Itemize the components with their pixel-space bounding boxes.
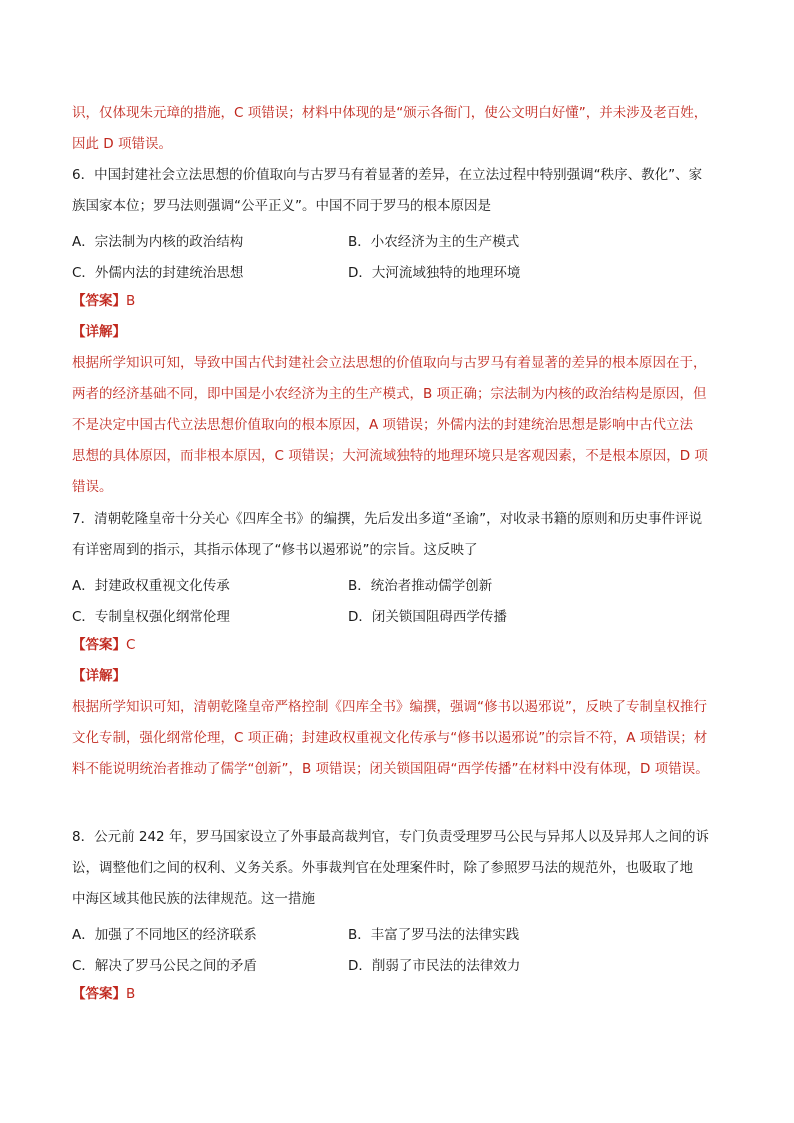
option-d: D．削弱了市民法的法律效力 <box>348 958 521 974</box>
answer-tag: 【答案】 <box>72 986 126 1002</box>
question-8-stem: 8．公元前 242 年，罗马国家设立了外事最高裁判官，专门负责受理罗马公民与异邦人以及异邦人之间的诉 <box>72 829 709 845</box>
question-8-stem: 讼，调整他们之间的权利、义务关系。外事裁判官在处理案件时，除了参照罗马法的规范外，也吸取了地 <box>72 860 693 876</box>
option-b: B．小农经济为主的生产模式 <box>348 234 520 250</box>
analysis-line: 因此 D 项错误。 <box>72 136 172 152</box>
question-6-stem: 族国家本位；罗马法则强调“公平正义”。中国不同于罗马的根本原因是 <box>72 198 491 214</box>
question-7-stem: 7．清朝乾隆皇帝十分关心《四库全书》的编撰，先后发出多道“圣谕”，对收录书籍的原则和历史事件评说 <box>72 511 703 527</box>
answer-value: B <box>126 986 136 1002</box>
option-b: B．丰富了罗马法的法律实践 <box>348 927 520 943</box>
answer-tag: 【答案】 <box>72 293 126 309</box>
answer-label <box>72 637 135 654</box>
detail-label: 【详解】 <box>72 324 126 340</box>
answer-tag: 【答案】 <box>72 637 126 653</box>
option-c: C．专制皇权强化纲常伦理 <box>72 609 230 625</box>
question-6-stem: 6．中国封建社会立法思想的价值取向与古罗马有着显著的差异，在立法过程中特别强调“秩序、教化”、家 <box>72 167 703 183</box>
question-8-stem: 中海区域其他民族的法律规范。这一措施 <box>72 891 315 907</box>
detail-line: 不是决定中国古代立法思想价值取向的根本原因，A 项错误；外儒内法的封建统治思想是影响中古代立法 <box>72 417 694 433</box>
option-a: A．封建政权重视文化传承 <box>72 578 230 594</box>
analysis-line: 识，仅体现朱元璋的措施，C 项错误；材料中体现的是“颁示各衙门，使公文明白好懂”，并未涉及老百姓， <box>72 105 708 121</box>
answer-value: C <box>126 637 136 653</box>
answer-label <box>72 986 135 1003</box>
answer-label <box>72 293 135 310</box>
option-a: A．加强了不同地区的经济联系 <box>72 927 257 943</box>
option-c: C．解决了罗马公民之间的矛盾 <box>72 958 257 974</box>
detail-line: 思想的具体原因，而非根本原因，C 项错误；大河流域独特的地理环境只是客观因素，不是根本原因，D 项 <box>72 448 708 464</box>
option-a: A．宗法制为内核的政治结构 <box>72 234 244 250</box>
detail-line: 根据所学知识可知，导致中国古代封建社会立法思想的价值取向与古罗马有着显著的差异的根本原因在于， <box>72 355 707 371</box>
answer-value: B <box>126 293 136 309</box>
option-d: D．闭关锁国阻碍西学传播 <box>348 609 507 625</box>
detail-label: 【详解】 <box>72 668 126 684</box>
question-7-stem: 有详密周到的指示，其指示体现了“修书以遏邪说”的宗旨。这反映了 <box>72 542 478 558</box>
detail-line: 错误。 <box>72 479 113 495</box>
detail-line: 文化专制，强化纲常伦理，C 项正确；封建政权重视文化传承与“修书以遏邪说”的宗旨不符，A 项错误；材 <box>72 730 708 746</box>
option-d: D．大河流域独特的地理环境 <box>348 265 521 281</box>
option-b: B．统治者推动儒学创新 <box>348 578 493 594</box>
detail-line: 料不能说明统治者推动了儒学“创新”，B 项错误；闭关锁国阻碍“西学传播”在材料中没有体现，D 项错误。 <box>72 761 709 777</box>
detail-line: 根据所学知识可知，清朝乾隆皇帝严格控制《四库全书》编撰，强调“修书以遏邪说”，反映了专制皇权推行 <box>72 699 707 715</box>
option-c: C．外儒内法的封建统治思想 <box>72 265 244 281</box>
detail-line: 两者的经济基础不同，即中国是小农经济为主的生产模式，B 项正确；宗法制为内核的政治结构是原因，但 <box>72 386 707 402</box>
